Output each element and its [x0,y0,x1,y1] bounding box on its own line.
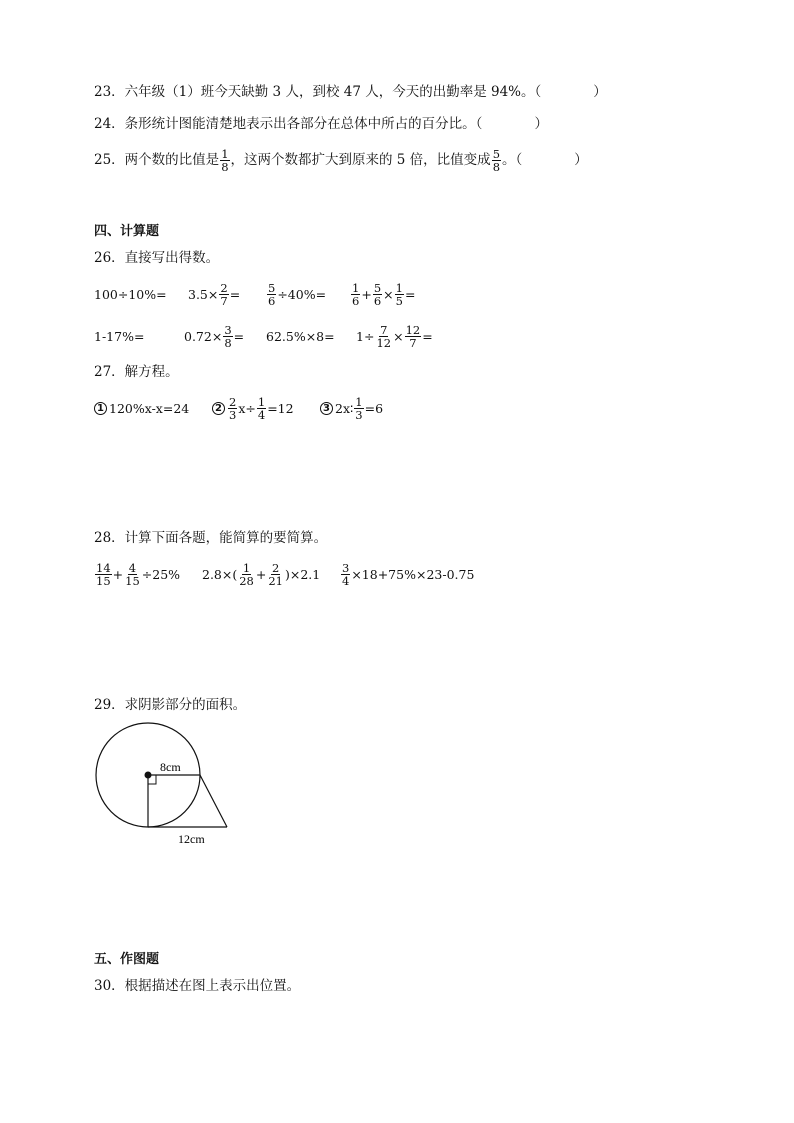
fraction: $\frac{2}{7}$ [220,280,228,308]
question-29-title: 29．求阴影部分的面积。 [94,697,247,713]
question-26-title: 26．直接写出得数。 [94,250,220,266]
expression-26-6: 0.72× $\frac{3}{8}$ = [184,322,245,350]
question-27-title: 27．解方程。 [94,364,179,380]
expression-26-8: 1÷ $\frac{7}{12}$ × $\frac{12}{7}$ = [356,322,433,350]
fraction: $\frac{2}{3}$ [229,394,237,422]
question-24-close: ） [534,116,548,132]
expression-28-3: $\frac{3}{4}$ ×18+75%×23-0.75 [342,560,475,588]
section-title-5: 五、作图题 [94,952,160,967]
circled-number-2: 2 [212,402,225,415]
fraction: $\frac{3}{8}$ [224,322,232,350]
geometry-figure [90,722,240,850]
expression-26-2: 3.5× $\frac{2}{7}$ = [188,280,241,308]
question-25-text: 25．两个数的比值是 [94,152,220,168]
question-28-title: 28．计算下面各题，能简算的要简算。 [94,530,328,546]
fraction: $\frac{7}{12}$ [376,322,392,350]
equation-27-2: 2 $\frac{2}{3}$ x÷ $\frac{1}{4}$ =12 [212,390,294,426]
expression-26-3: $\frac{5}{6}$ ÷40%= [268,280,327,308]
section-title-4: 四、计算题 [94,224,160,239]
expression-26-1: 100÷10%= [94,286,167,302]
expression-26-7: 62.5%×8= [266,328,335,344]
radius-label: 8cm [160,760,181,774]
fraction: $\frac{3}{4}$ [342,560,350,588]
fraction: $\frac{4}{15}$ [125,560,140,588]
circled-number-3: 3 [320,402,333,415]
question-23-close: ） [593,84,607,100]
fraction: $\frac{5}{8}$ [492,146,501,174]
question-23 [94,82,607,102]
triangle-hypotenuse-line [200,775,227,827]
fraction: $\frac{5}{6}$ [268,280,276,308]
question-24-text: 24．条形统计图能清楚地表示出各部分在总体中所占的百分比。（ [94,116,483,132]
expression-28-1: $\frac{14}{15}$ + $\frac{4}{15}$ ÷25% [96,560,181,588]
center-point [145,772,152,779]
fraction: $\frac{5}{6}$ [373,280,382,308]
expression-26-4: $\frac{1}{6}$ + $\frac{5}{6}$ × $\frac{1}{5}$ = [352,280,416,308]
question-25-close: ） [574,152,588,168]
question-30-title: 30．根据描述在图上表示出位置。 [94,978,301,994]
fraction: $\frac{1}{8}$ [221,146,229,174]
circled-number-1: 1 [94,402,107,415]
fraction: $\frac{1}{5}$ [395,280,403,308]
fraction: $\frac{14}{15}$ [96,560,111,588]
expression-26-5: 1-17%= [94,328,145,344]
fraction: $\frac{12}{7}$ [405,322,421,350]
fraction: $\frac{1}{6}$ [352,280,360,308]
question-24 [94,114,548,134]
base-label: 12cm [178,832,205,846]
fraction: $\frac{1}{3}$ [355,394,363,422]
question-25-text-mid: ，这两个数都扩大到原来的 5 倍，比值变成 [230,152,491,168]
equation-27-3: 3 2x∶ $\frac{1}{3}$ =6 [320,390,383,426]
expression-28-2: 2.8×( $\frac{1}{28}$ + $\frac{2}{21}$ )×2.1 [202,560,321,588]
fraction: $\frac{2}{21}$ [268,560,283,588]
fraction: $\frac{1}{4}$ [257,394,266,422]
question-25 [94,142,588,178]
question-23-text: 23．六年级（1）班今天缺勤 3 人，到校 47 人，今天的出勤率是 94%。（ [94,84,542,100]
question-25-text-post: 。（ [502,152,523,168]
fraction: $\frac{1}{28}$ [239,560,254,588]
equation-27-1: 1 120%x-x=24 [94,390,189,426]
